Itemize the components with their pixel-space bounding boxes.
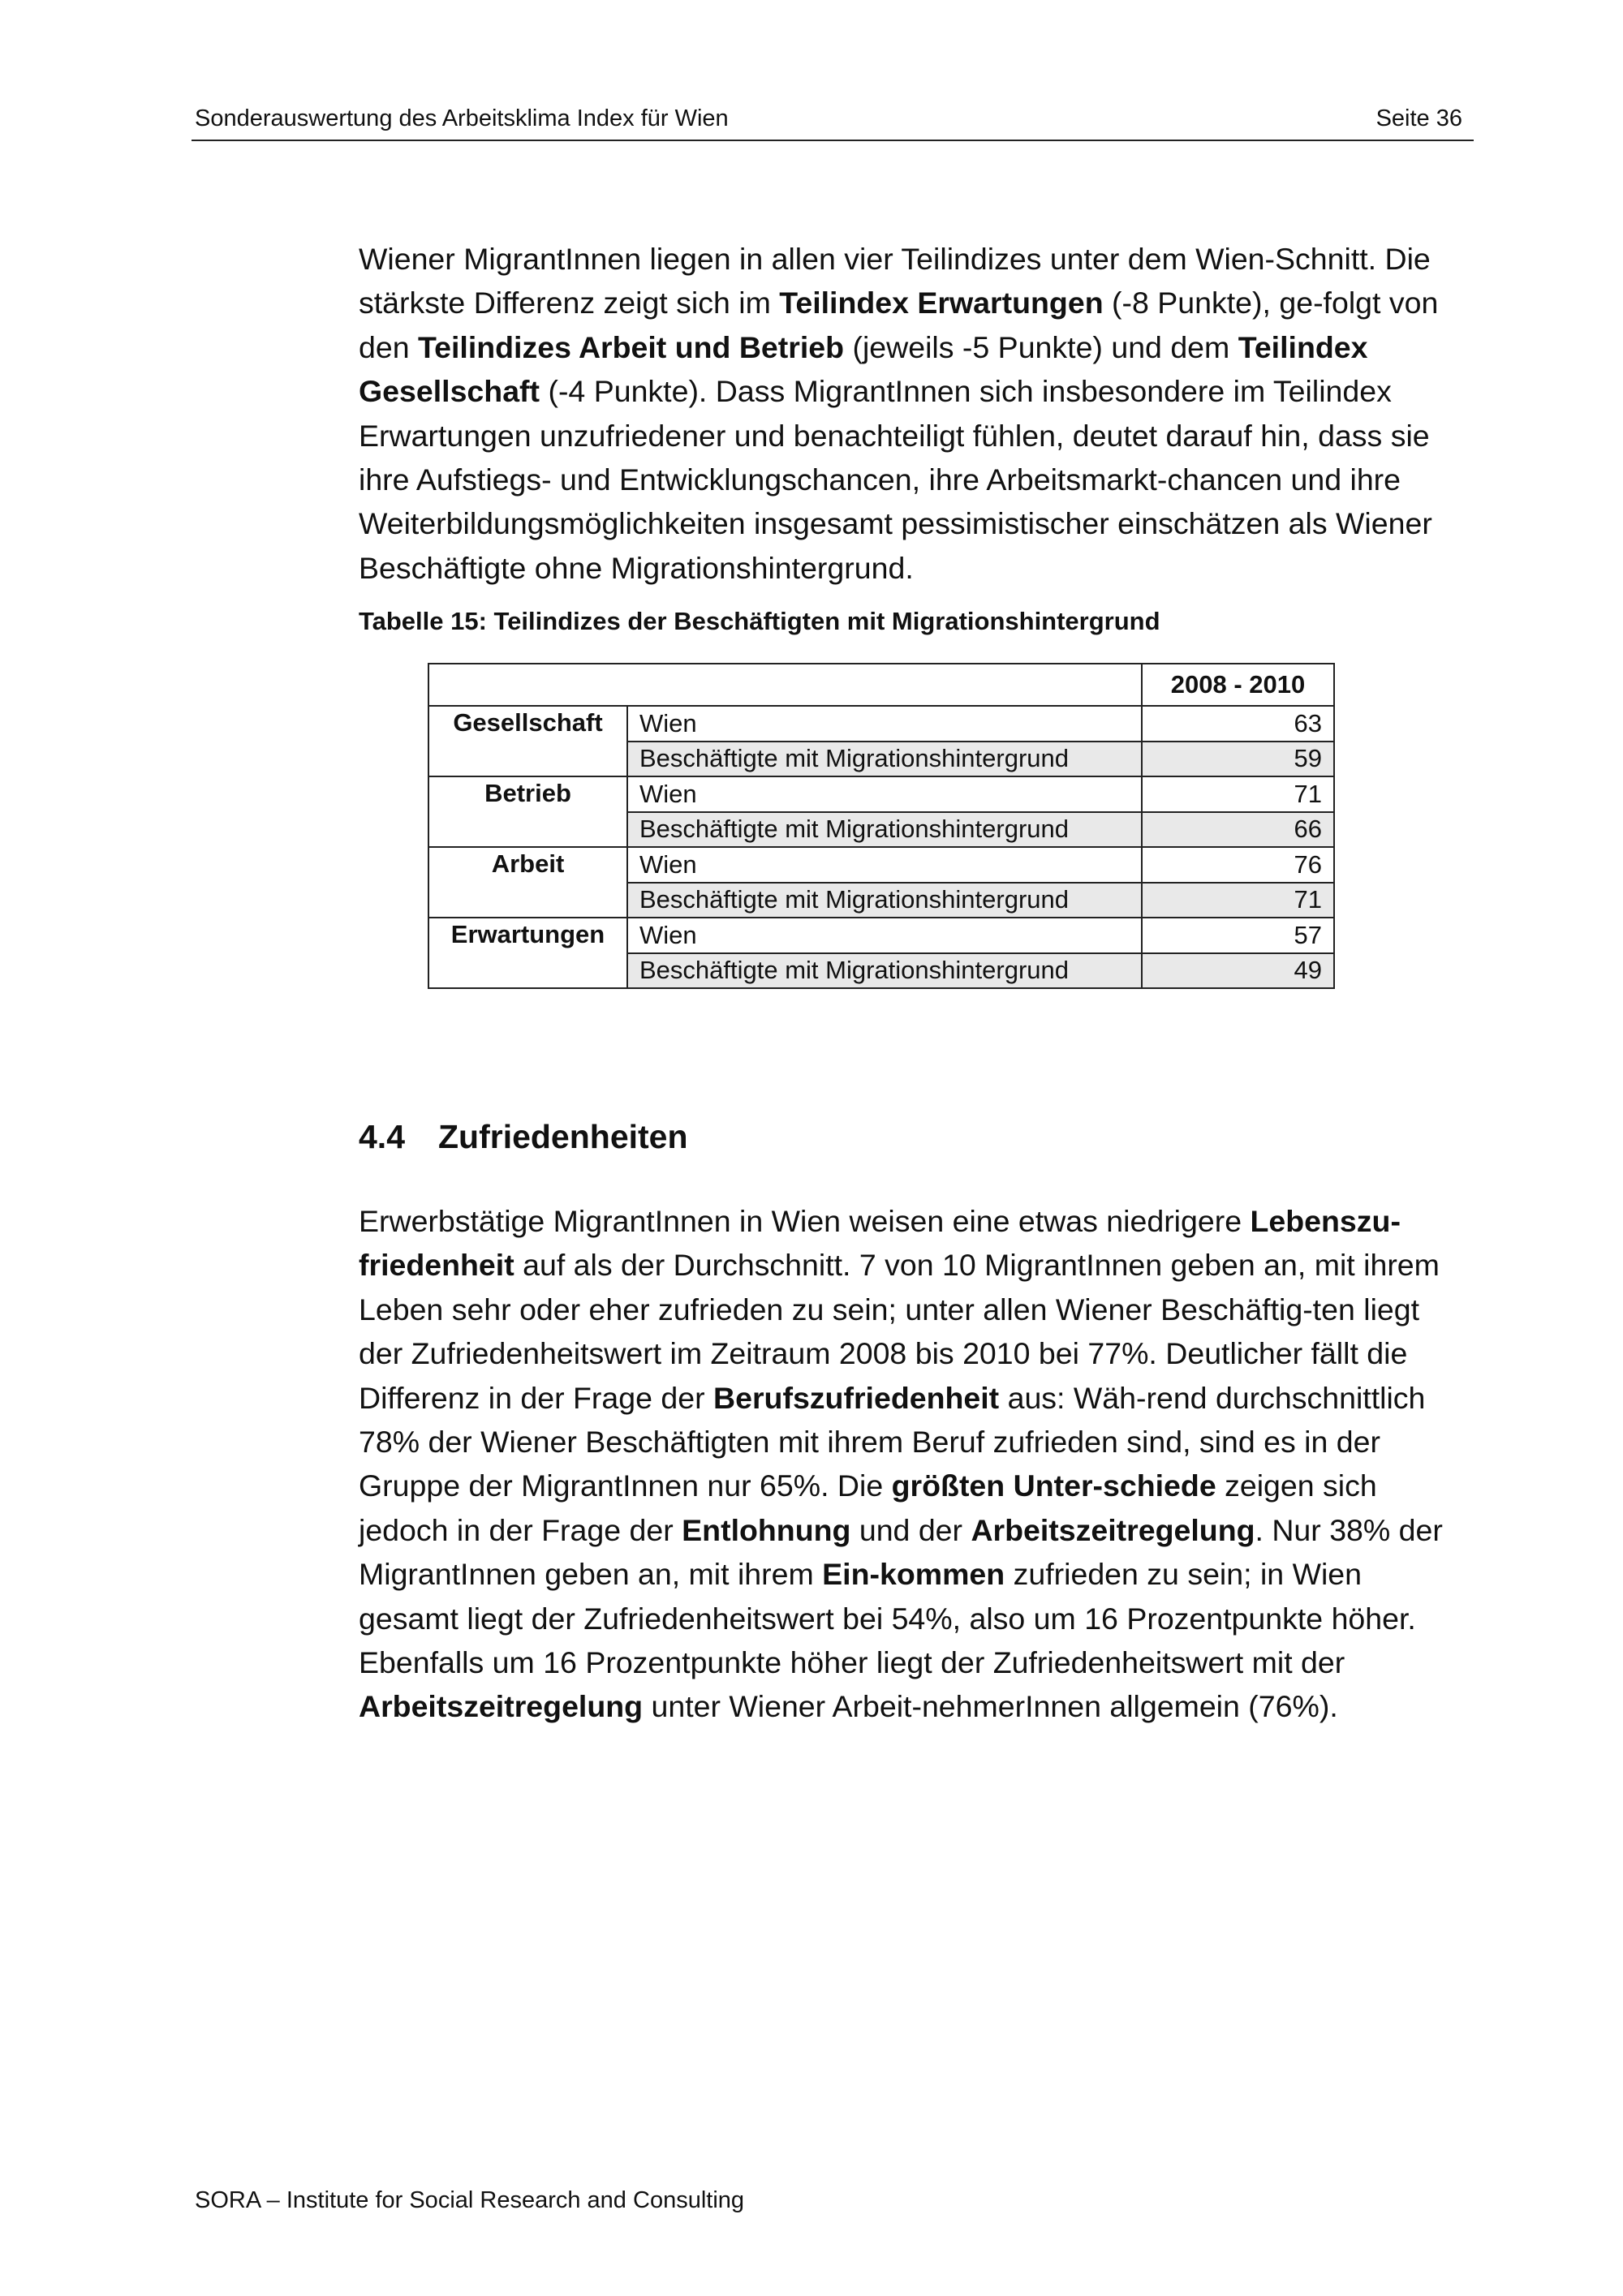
section-heading xyxy=(359,1118,688,1156)
value-cell: 59 xyxy=(1142,742,1334,777)
table-caption: Tabelle 15: Teilindizes der Beschäftigten mit Migrationshintergrund xyxy=(359,607,1160,635)
value-cell: 57 xyxy=(1142,918,1334,953)
text-run: auf als der Durchschnitt. 7 von 10 MigrantInnen geben an, mit ihrem Leben sehr oder eher zufrieden zu sein; unter allen Wiener Beschäftig-ten liegt der Zufriedenheitswert im Zeitraum 2008 bis 2010 bei 77%. Deutlicher fällt die Differenz in der Frage der xyxy=(359,1248,1440,1415)
paragraph-satisfaction xyxy=(359,1199,1466,1729)
text-run-bold: Arbeitszeitregelung xyxy=(971,1512,1255,1547)
text-run: Wiener MigrantInnen liegen in allen vier Teilindizes unter dem Wien-Schnitt. Die stärkste Differenz zeigt sich im xyxy=(359,242,1431,320)
table-row xyxy=(428,918,1334,953)
page-header xyxy=(192,101,1474,141)
paragraph-satisfaction-text xyxy=(359,1199,1466,1729)
text-run-bold: Lebenszu-friedenheit xyxy=(359,1204,1401,1283)
text-run: unter Wiener Arbeit-nehmerInnen allgemein (76%). xyxy=(643,1689,1338,1724)
text-run-bold: Teilindex Gesellschaft xyxy=(359,329,1368,409)
group-cell: Wien xyxy=(627,847,1142,883)
page-footer: SORA – Institute for Social Research and Consulting xyxy=(195,2187,745,2213)
table-row xyxy=(428,776,1334,812)
group-cell: Beschäftigte mit Migrationshintergrund xyxy=(627,953,1142,989)
paragraph-intro-text xyxy=(359,237,1466,590)
value-cell: 63 xyxy=(1142,706,1334,742)
text-run: Erwerbstätige MigrantInnen in Wien weisen eine etwas niedrigere xyxy=(359,1204,1251,1238)
text-run: zufrieden zu sein; in Wien gesamt liegt der Zufriedenheitswert bei 54%, also um 16 Prozentpunkte höher. Ebenfalls um 16 Prozentpunkte höher liegt der Zufriedenheitswert mit der xyxy=(359,1557,1416,1680)
text-run: . Nur 38% der MigrantInnen geben an, mit ihrem xyxy=(359,1512,1443,1592)
text-run-bold: Arbeitszeitregelung xyxy=(359,1689,644,1724)
column-header: 2008 - 2010 xyxy=(1142,664,1334,706)
text-run-bold: Teilindizes Arbeit und Betrieb xyxy=(418,329,845,364)
group-cell: Wien xyxy=(627,776,1142,812)
section-title: Zufriedenheiten xyxy=(438,1118,688,1155)
data-table xyxy=(428,663,1335,989)
text-run-bold: größten Unter-schiede xyxy=(891,1468,1216,1503)
value-cell: 66 xyxy=(1142,812,1334,848)
value-cell: 76 xyxy=(1142,847,1334,883)
value-cell: 71 xyxy=(1142,776,1334,812)
group-cell: Beschäftigte mit Migrationshintergrund xyxy=(627,883,1142,918)
category-cell: Betrieb xyxy=(428,776,627,847)
category-cell: Gesellschaft xyxy=(428,706,627,776)
text-run: (jeweils -5 Punkte) und dem xyxy=(844,329,1238,364)
value-cell: 49 xyxy=(1142,953,1334,989)
table-row xyxy=(428,847,1334,883)
text-run: zeigen sich jedoch in der Frage der xyxy=(359,1468,1377,1547)
group-cell: Beschäftigte mit Migrationshintergrund xyxy=(627,812,1142,848)
text-run: (-8 Punkte), ge-folgt von den xyxy=(359,286,1439,364)
group-cell: Wien xyxy=(627,918,1142,953)
text-run: (-4 Punkte). Dass MigrantInnen sich insbesondere im Teilindex Erwartungen unzufriedener und benachteiligt fühlen, deutet darauf hin, dass sie ihre Aufstiegs- und Entwicklungschancen, ihre Arbeitsmarkt-chancen und ihre Weiterbildungsmöglichkeiten insgesamt pessimistischer einschätzen als Wiener Beschäftigte ohne Migrationshintergrund. xyxy=(359,374,1432,585)
text-run-bold: Berufszufriedenheit xyxy=(713,1380,1000,1415)
text-run: aus: Wäh-rend durchschnittlich 78% der Wiener Beschäftigten mit ihrem Beruf zufrieden sind, sind es in der Gruppe der MigrantInnen nur 65%. Die xyxy=(359,1380,1426,1503)
table-header-blank xyxy=(428,664,1142,706)
group-cell: Wien xyxy=(627,706,1142,742)
category-cell: Arbeit xyxy=(428,847,627,918)
text-run: und der xyxy=(850,1512,971,1547)
value-cell: 71 xyxy=(1142,883,1334,918)
table-row xyxy=(428,706,1334,742)
category-cell: Erwartungen xyxy=(428,918,627,988)
group-cell: Beschäftigte mit Migrationshintergrund xyxy=(627,742,1142,777)
paragraph-intro xyxy=(359,237,1466,590)
header-title: Sonderauswertung des Arbeitsklima Index für Wien xyxy=(195,105,729,131)
text-run-bold: Entlohnung xyxy=(682,1512,851,1547)
table-header-row xyxy=(428,664,1334,706)
section-number: 4.4 xyxy=(359,1118,405,1155)
text-run-bold: Ein-kommen xyxy=(822,1557,1005,1592)
page-number: Seite 36 xyxy=(1375,105,1462,131)
text-run-bold: Teilindex Erwartungen xyxy=(779,286,1104,320)
